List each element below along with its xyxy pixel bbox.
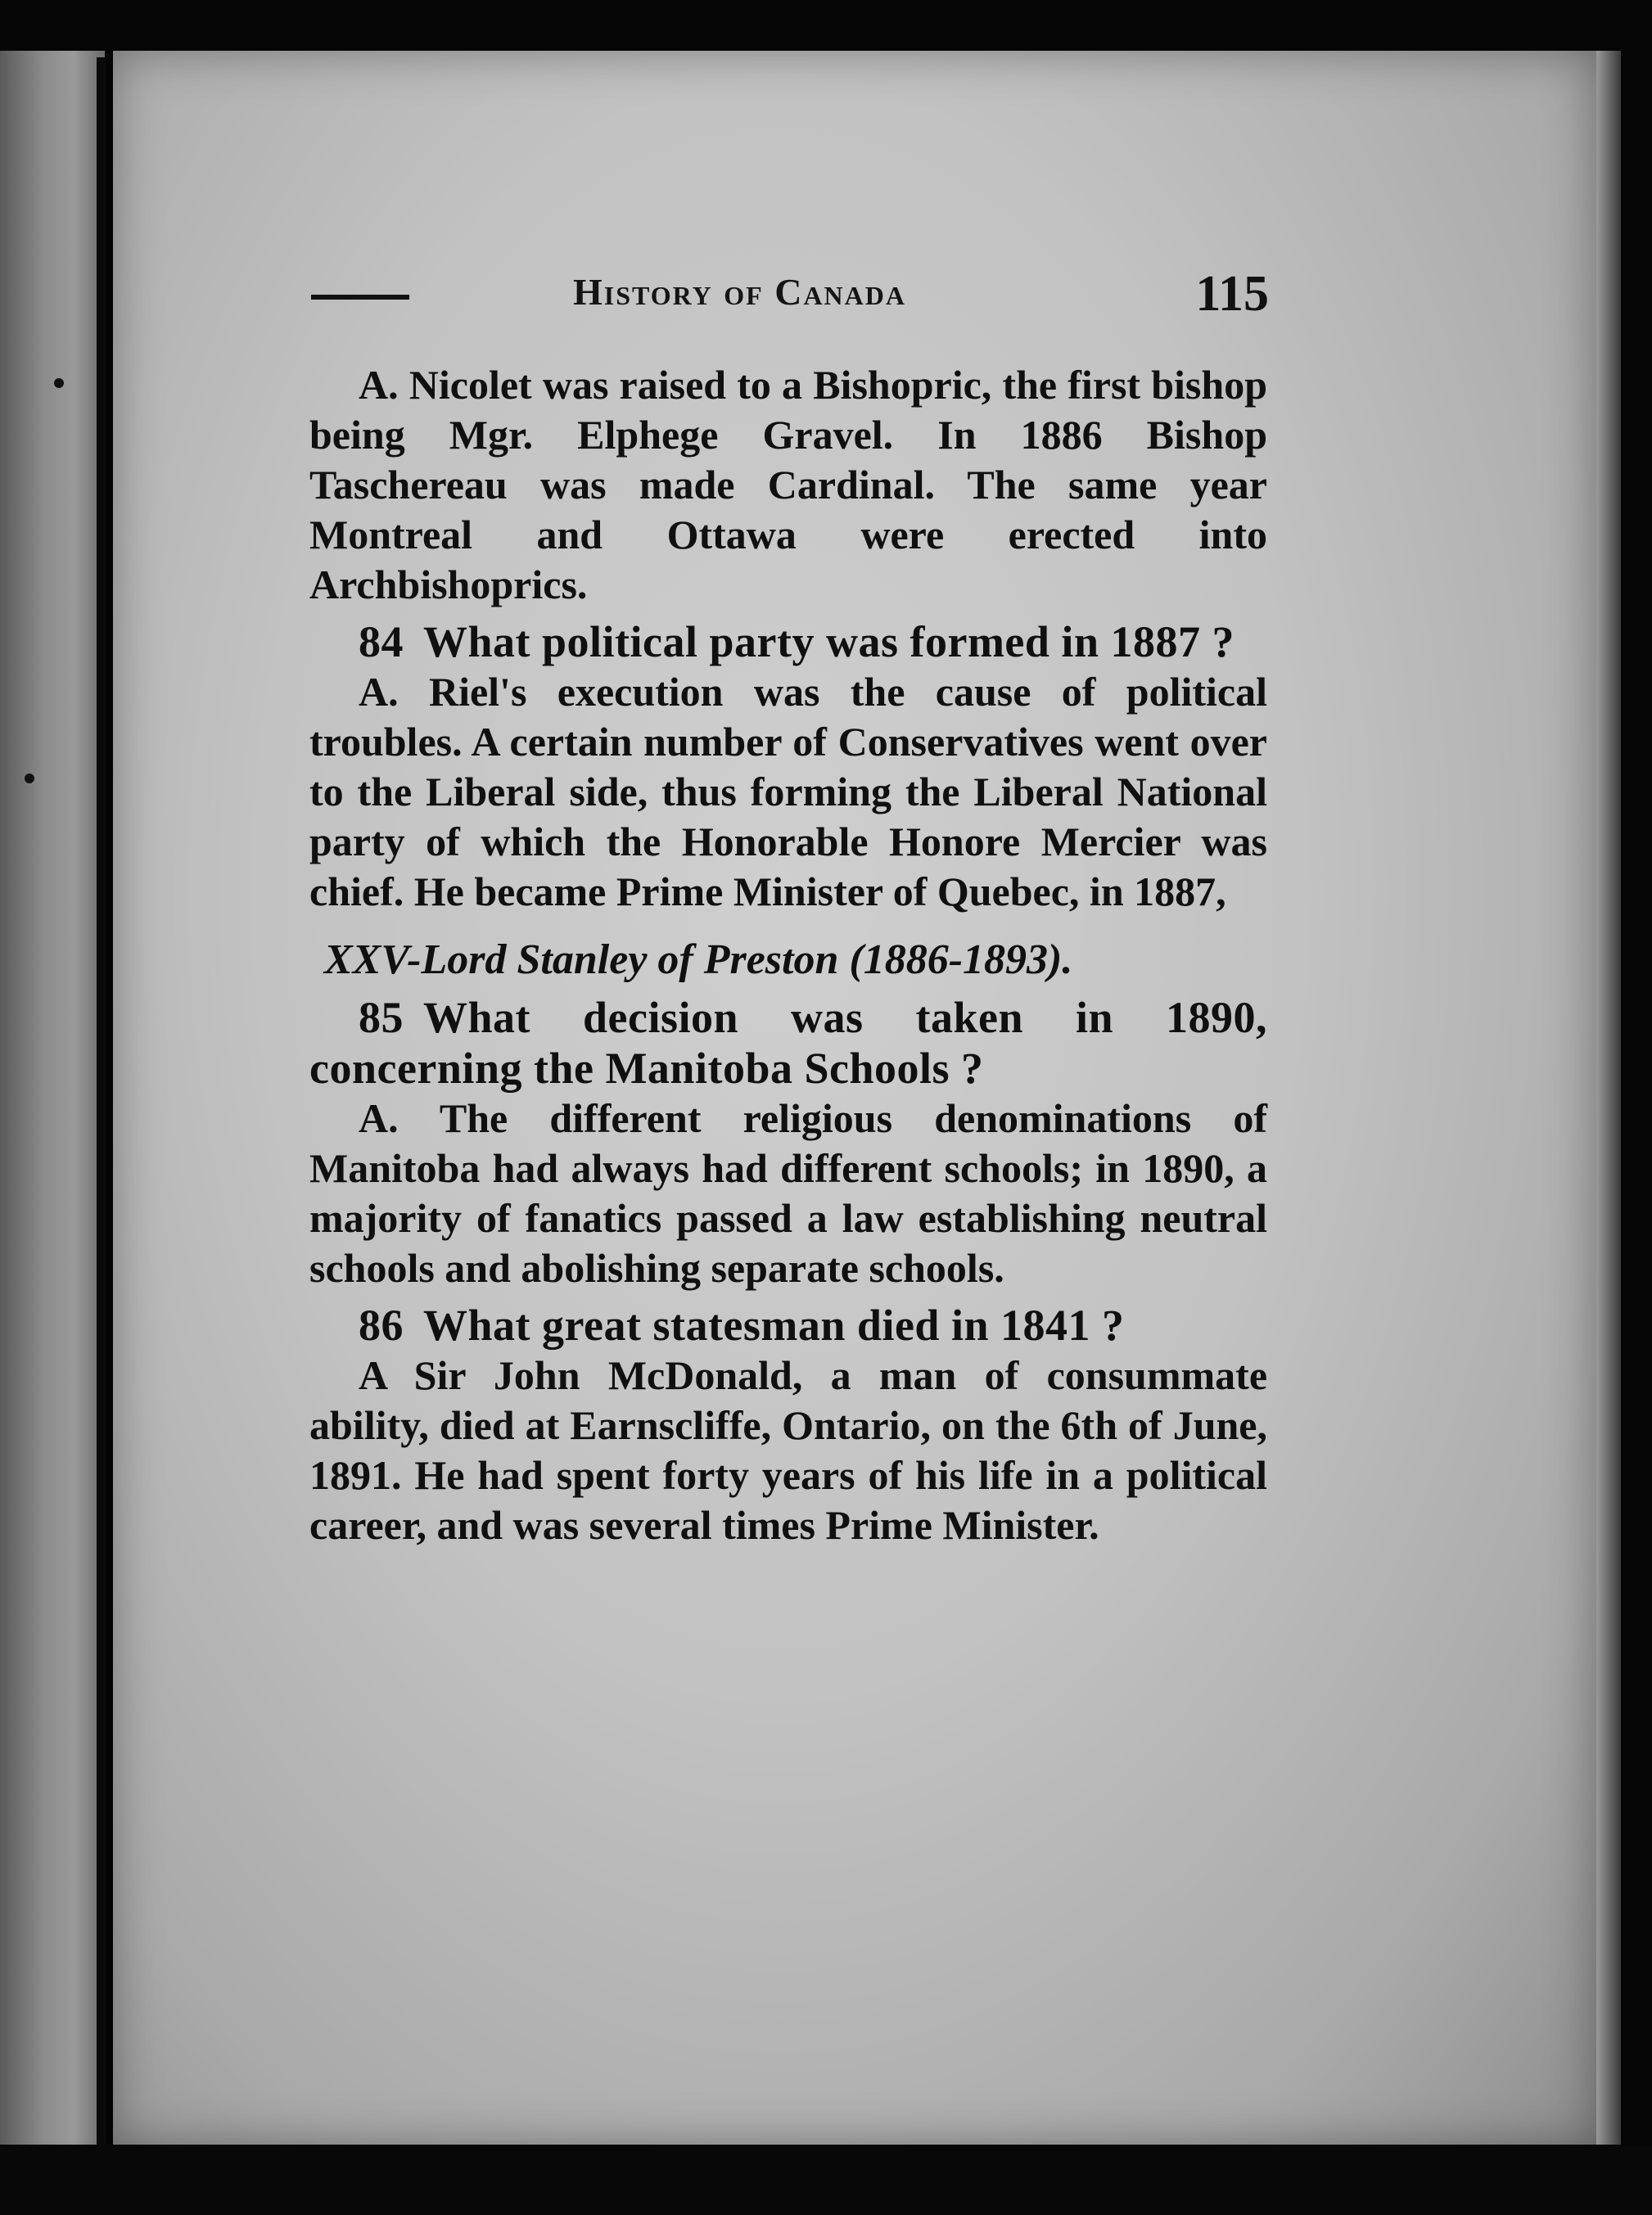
answer-label: A.: [359, 669, 399, 715]
answer-paragraph: [309, 1094, 1267, 1293]
header-rule: [311, 295, 409, 300]
running-title: History of Canada: [573, 271, 906, 313]
question-number: 85: [359, 993, 404, 1042]
answer-text: Riel's execution was the cause of political troubles. A certain number of Conservatives went over to the Liberal side, thus forming the Liberal National party of which the Honorable Honore Mercier was chief. He became Prime Minister of Quebec, in 1887,: [309, 669, 1268, 914]
question-heading: [309, 992, 1267, 1094]
scan-bottom-border: [0, 2145, 1652, 2215]
answer-label: A.: [359, 362, 399, 408]
page-header: [311, 266, 1269, 344]
answer-text: Nicolet was raised to a Bishopric, the first bishop being Mgr. Elphege Gravel. In 1886 Bishop Taschereau was made Cardinal. The same year Montreal and Ottawa were erected into Archbishoprics.: [309, 362, 1268, 607]
page-text: [309, 360, 1267, 1550]
ink-spot: [25, 774, 34, 783]
question-number: 84: [359, 617, 404, 666]
question-heading: [309, 616, 1267, 667]
adjacent-page-strip: [0, 51, 105, 2146]
question-text: What great statesman died in 1841 ?: [423, 1301, 1125, 1350]
question-text: What decision was taken in 1890, concerning the Manitoba Schools ?: [309, 993, 1267, 1093]
answer-label: A.: [359, 1095, 399, 1141]
answer-label: A: [359, 1352, 386, 1398]
answer-paragraph: [309, 667, 1267, 917]
binding-edge: [97, 57, 106, 2145]
question-number: 86: [359, 1301, 404, 1350]
page-number: 115: [1195, 266, 1269, 322]
section-heading: XXV-Lord Stanley of Preston (1886-1893).: [324, 936, 1073, 983]
answer-text: Sir John McDonald, a man of consummate ability, died at Earnscliffe, Ontario, on the 6th of June, 1891. He had spent forty years of his life in a political career, and was several times Prime Minister.: [309, 1352, 1268, 1548]
answer-paragraph: [309, 1351, 1267, 1550]
question-heading: [309, 1300, 1267, 1351]
answer-text: The different religious denominations of Manitoba had always had different schools; in 1890, a majority of fanatics passed a law establishing neutral schools and abolishing separate schools.: [309, 1095, 1267, 1291]
answer-paragraph: [309, 360, 1267, 610]
ink-spot: [54, 378, 64, 388]
question-text: What political party was formed in 1887 ?: [423, 617, 1234, 666]
page-right-edge: [1596, 51, 1621, 2146]
